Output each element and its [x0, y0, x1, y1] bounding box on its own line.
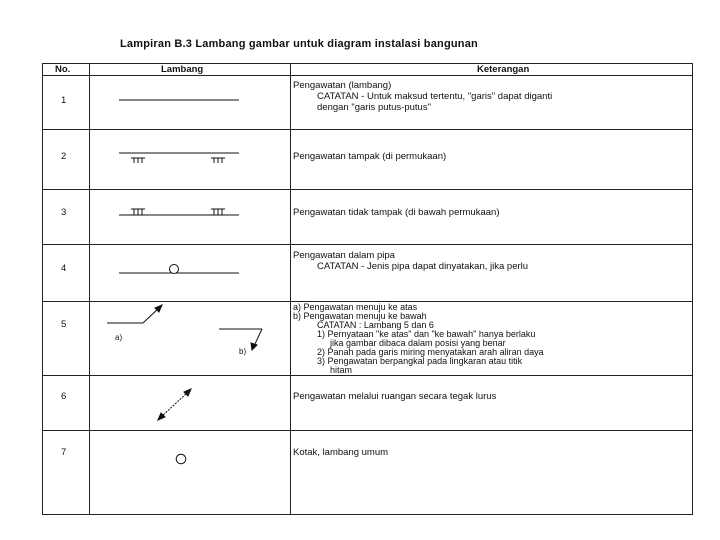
row-number: 2 [61, 151, 67, 162]
symbol-label-a: a) [115, 333, 123, 342]
row-description: Pengawatan tidak tampak (di bawah permukaan) [293, 207, 500, 218]
row-description: Kotak, lambang umum [293, 447, 389, 458]
header-keterangan: Keterangan [477, 64, 530, 75]
row-description: Pengawatan tampak (di permukaan) [293, 151, 447, 162]
box-general-symbol [176, 454, 186, 464]
header-lambang: Lambang [161, 64, 204, 75]
row-description: Pengawatan (lambang) CATATAN - Untuk maksud tertentu, "garis" dapat diganti dengan "garis putus-putus" [293, 80, 553, 113]
vertical-through-symbol [158, 389, 191, 420]
symbol-table [42, 63, 693, 515]
document-title: Lampiran B.3 Lambang gambar untuk diagram instalasi bangunan [120, 38, 478, 50]
header-no: No. [55, 64, 71, 75]
wiring-up-symbol [107, 305, 162, 323]
conduit-wiring-symbol [119, 265, 239, 274]
row-number: 7 [61, 447, 67, 458]
row-description: Pengawatan dalam pipa CATATAN - Jenis pipa dapat dinyatakan, jika perlu [293, 250, 529, 272]
buried-wiring-symbol [119, 209, 239, 215]
row-description: a) Pengawatan menuju ke atas b) Pengawatan menuju ke bawah CATATAN : Lambang 5 dan 6 1) Pernyataan "ke atas" dan "ke bawah" hanya berlaku jika gambar dibaca dalam posisi yang benar 2) Panah pada garis miring menyatakan arah aliran daya 3) Pengawatan berpangkal pada lingkaran atau titik hitam [293, 302, 544, 375]
surface-wiring-symbol [119, 153, 239, 163]
row-number: 6 [61, 391, 67, 402]
row-number: 1 [61, 95, 67, 106]
row-description: Pengawatan melalui ruangan secara tegak lurus [293, 391, 497, 402]
symbol-label-b: b) [239, 347, 247, 356]
row-number: 3 [61, 207, 67, 218]
row-number: 4 [61, 263, 67, 274]
row-number: 5 [61, 319, 67, 330]
